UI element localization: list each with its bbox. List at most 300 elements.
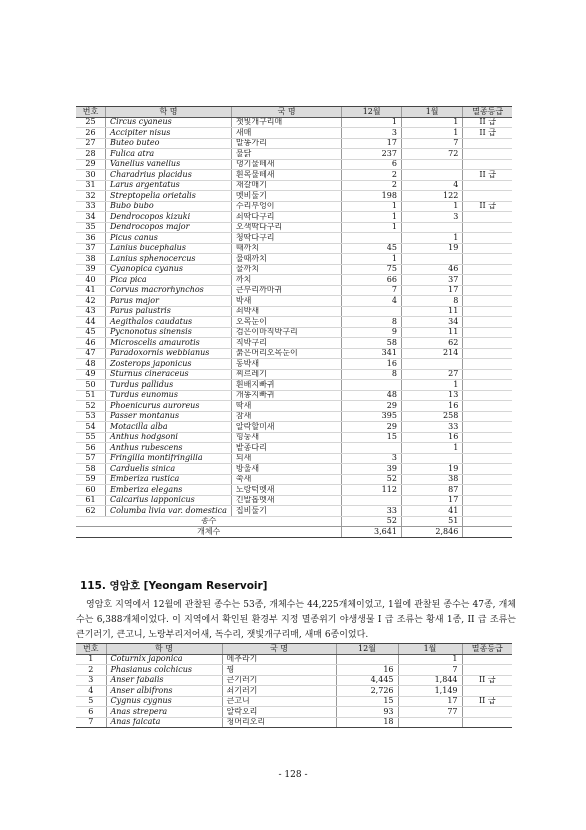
table-row [76, 654, 512, 665]
cell-january [401, 359, 462, 370]
cell-grade [463, 233, 512, 244]
cell-grade: II 급 [463, 117, 512, 128]
cell-korean-name: 큰고니 [222, 696, 336, 707]
cell-december: 52 [342, 474, 402, 485]
cell-grade [462, 686, 512, 697]
cell-number: 50 [76, 380, 106, 391]
cell-january: 1 [401, 128, 462, 139]
cell-korean-name: 청머리오리 [222, 717, 336, 728]
summary-grade [463, 516, 512, 527]
cell-grade [463, 432, 512, 443]
cell-january: 38 [401, 474, 462, 485]
cell-number: 45 [76, 327, 106, 338]
cell-january: 16 [401, 432, 462, 443]
cell-scientific-name: Picus canus [106, 233, 232, 244]
table-row [76, 275, 512, 286]
table-row [76, 170, 512, 181]
cell-grade [463, 453, 512, 464]
cell-number: 36 [76, 233, 106, 244]
cell-december [342, 495, 402, 506]
cell-december: 8 [342, 317, 402, 328]
cell-scientific-name: Turdus pallidus [106, 380, 232, 391]
cell-january: 62 [401, 338, 462, 349]
table-body [76, 654, 512, 728]
cell-grade [463, 338, 512, 349]
cell-korean-name: 쑥새 [231, 474, 341, 485]
table-row [76, 285, 512, 296]
cell-number: 3 [76, 675, 106, 686]
cell-december: 75 [342, 264, 402, 275]
cell-number: 38 [76, 254, 106, 265]
table-row [76, 138, 512, 149]
cell-scientific-name: Anas strepera [106, 707, 222, 718]
cell-january [398, 717, 462, 728]
cell-december: 395 [342, 411, 402, 422]
cell-january: 122 [401, 191, 462, 202]
table-row [76, 485, 512, 496]
cell-january: 258 [401, 411, 462, 422]
cell-december: 7 [342, 285, 402, 296]
species-table-1 [76, 106, 512, 538]
cell-korean-name: 댕기물떼새 [231, 159, 341, 170]
cell-december [342, 233, 402, 244]
cell-scientific-name: Fulica atra [106, 149, 232, 160]
table-row [76, 149, 512, 160]
cell-korean-name: 붉은머리오목눈이 [231, 348, 341, 359]
cell-grade: II 급 [462, 675, 512, 686]
table-row [76, 359, 512, 370]
cell-scientific-name: Aegithalos caudatus [106, 317, 232, 328]
table-row [76, 464, 512, 475]
cell-december: 93 [336, 707, 398, 718]
cell-scientific-name: Circus cyaneus [106, 117, 232, 128]
cell-scientific-name: Larus argentatus [106, 180, 232, 191]
column-header: 멸종등급 [462, 644, 512, 655]
table-row [76, 233, 512, 244]
cell-korean-name: 집비둘기 [231, 506, 341, 517]
cell-scientific-name: Dendrocopos major [106, 222, 232, 233]
cell-korean-name: 되새 [231, 453, 341, 464]
cell-scientific-name: Parus palustris [106, 306, 232, 317]
cell-december: 45 [342, 243, 402, 254]
cell-korean-name: 흰배지빠귀 [231, 380, 341, 391]
cell-number: 5 [76, 696, 106, 707]
cell-january: 17 [398, 696, 462, 707]
cell-january: 1 [398, 654, 462, 665]
cell-grade [463, 401, 512, 412]
cell-scientific-name: Lanius bucephalus [106, 243, 232, 254]
cell-scientific-name: Lanius sphenocercus [106, 254, 232, 265]
cell-december: 58 [342, 338, 402, 349]
cell-korean-name: 딱새 [231, 401, 341, 412]
cell-december: 9 [342, 327, 402, 338]
cell-scientific-name: Carduelis sinica [106, 464, 232, 475]
cell-korean-name: 오목눈이 [231, 317, 341, 328]
column-header: 국 명 [231, 107, 341, 118]
cell-number: 39 [76, 264, 106, 275]
cell-number: 4 [76, 686, 106, 697]
cell-korean-name: 검은이마직박구리 [231, 327, 341, 338]
cell-korean-name: 쇠기러기 [222, 686, 336, 697]
cell-grade [463, 275, 512, 286]
cell-january: 214 [401, 348, 462, 359]
cell-january: 87 [401, 485, 462, 496]
cell-scientific-name: Motacilla alba [106, 422, 232, 433]
table-body [76, 117, 512, 537]
cell-december: 237 [342, 149, 402, 160]
cell-scientific-name: Columba livia var. domestica [106, 506, 232, 517]
cell-scientific-name: Phoenicurus auroreus [106, 401, 232, 412]
cell-number: 35 [76, 222, 106, 233]
cell-number: 57 [76, 453, 106, 464]
cell-december: 15 [336, 696, 398, 707]
summary-january: 51 [401, 516, 462, 527]
cell-scientific-name: Anthus hodgsoni [106, 432, 232, 443]
table-row [76, 495, 512, 506]
table-row [76, 243, 512, 254]
summary-label: 종수 [76, 516, 342, 527]
cell-january: 77 [398, 707, 462, 718]
cell-korean-name: 새매 [231, 128, 341, 139]
cell-number: 53 [76, 411, 106, 422]
table-row [76, 696, 512, 707]
cell-december: 112 [342, 485, 402, 496]
cell-january: 1,149 [398, 686, 462, 697]
cell-scientific-name: Anser fabalis [106, 675, 222, 686]
table-row [76, 254, 512, 265]
cell-scientific-name: Cyanopica cyanus [106, 264, 232, 275]
cell-number: 27 [76, 138, 106, 149]
cell-grade [463, 485, 512, 496]
cell-korean-name: 잿빛개구리매 [231, 117, 341, 128]
cell-january: 33 [401, 422, 462, 433]
cell-grade [462, 707, 512, 718]
cell-grade [463, 296, 512, 307]
cell-grade [462, 717, 512, 728]
column-header: 멸종등급 [463, 107, 512, 118]
cell-december: 39 [342, 464, 402, 475]
cell-january: 4 [401, 180, 462, 191]
cell-scientific-name: Corvus macrorhynchos [106, 285, 232, 296]
cell-scientific-name: Turdus eunomus [106, 390, 232, 401]
cell-grade: II 급 [463, 128, 512, 139]
cell-december: 4 [342, 296, 402, 307]
cell-grade: II 급 [462, 696, 512, 707]
cell-december: 16 [336, 665, 398, 676]
cell-number: 31 [76, 180, 106, 191]
cell-grade [463, 327, 512, 338]
section-paragraph [76, 598, 516, 643]
cell-grade [463, 474, 512, 485]
cell-scientific-name: Microscelis amaurotis [106, 338, 232, 349]
summary-label: 개체수 [76, 527, 342, 538]
table-row [76, 369, 512, 380]
cell-grade: II 급 [463, 170, 512, 181]
cell-grade [463, 495, 512, 506]
cell-grade [463, 348, 512, 359]
cell-number: 41 [76, 285, 106, 296]
table-row [76, 443, 512, 454]
table-row [76, 180, 512, 191]
cell-number: 2 [76, 665, 106, 676]
cell-grade [463, 506, 512, 517]
cell-number: 55 [76, 432, 106, 443]
cell-january: 16 [401, 401, 462, 412]
cell-korean-name: 수리부엉이 [231, 201, 341, 212]
cell-korean-name: 말똥가리 [231, 138, 341, 149]
cell-scientific-name: Anthus rubescens [106, 443, 232, 454]
cell-december: 1 [342, 117, 402, 128]
table-row [76, 432, 512, 443]
cell-number: 54 [76, 422, 106, 433]
cell-december: 198 [342, 191, 402, 202]
table-row [76, 380, 512, 391]
cell-scientific-name: Dendrocopos kizuki [106, 212, 232, 223]
cell-january: 8 [401, 296, 462, 307]
cell-grade [463, 306, 512, 317]
table-row [76, 411, 512, 422]
column-header: 학 명 [106, 644, 222, 655]
cell-january: 1 [401, 233, 462, 244]
cell-grade: II 급 [463, 201, 512, 212]
section-title: 115. 영암호 [Yeongam Reservoir] [80, 580, 268, 592]
cell-scientific-name: Bubo bubo [106, 201, 232, 212]
cell-number: 47 [76, 348, 106, 359]
cell-january: 41 [401, 506, 462, 517]
summary-january: 2,846 [401, 527, 462, 538]
species-table-2 [76, 643, 512, 728]
cell-korean-name: 방울새 [231, 464, 341, 475]
cell-number: 61 [76, 495, 106, 506]
cell-grade [463, 191, 512, 202]
cell-number: 6 [76, 707, 106, 718]
cell-january: 27 [401, 369, 462, 380]
cell-korean-name: 찌르레기 [231, 369, 341, 380]
cell-scientific-name: Vanellus vanellus [106, 159, 232, 170]
cell-january [401, 170, 462, 181]
cell-scientific-name: Fringilla montifringilla [106, 453, 232, 464]
cell-scientific-name: Charadrius placidus [106, 170, 232, 181]
cell-korean-name: 물닭 [231, 149, 341, 160]
table-row [76, 422, 512, 433]
cell-december: 29 [342, 401, 402, 412]
cell-scientific-name: Anser albifrons [106, 686, 222, 697]
cell-december: 1 [342, 201, 402, 212]
cell-january: 1 [401, 201, 462, 212]
table-row [76, 296, 512, 307]
table-row [76, 222, 512, 233]
cell-korean-name: 긴발톱멧새 [231, 495, 341, 506]
cell-korean-name: 알락할미새 [231, 422, 341, 433]
table-row [76, 707, 512, 718]
cell-number: 46 [76, 338, 106, 349]
cell-january: 17 [401, 495, 462, 506]
cell-december: 18 [336, 717, 398, 728]
cell-scientific-name: Emberiza rustica [106, 474, 232, 485]
cell-korean-name: 때까치 [231, 243, 341, 254]
summary-december: 52 [342, 516, 402, 527]
cell-number: 7 [76, 717, 106, 728]
cell-number: 33 [76, 201, 106, 212]
cell-korean-name: 까치 [231, 275, 341, 286]
cell-december: 3 [342, 128, 402, 139]
cell-korean-name: 쇠딱다구리 [231, 212, 341, 223]
cell-grade [463, 443, 512, 454]
cell-january: 13 [401, 390, 462, 401]
cell-december: 16 [342, 359, 402, 370]
cell-january: 11 [401, 327, 462, 338]
cell-korean-name: 박새 [231, 296, 341, 307]
table-row [76, 686, 512, 697]
cell-number: 1 [76, 654, 106, 665]
cell-korean-name: 개똥지빠귀 [231, 390, 341, 401]
table-row [76, 191, 512, 202]
table-row [76, 317, 512, 328]
cell-number: 44 [76, 317, 106, 328]
table-row [76, 348, 512, 359]
cell-korean-name: 흰목물떼새 [231, 170, 341, 181]
column-header: 학 명 [106, 107, 232, 118]
cell-korean-name: 재갈매기 [231, 180, 341, 191]
cell-december: 48 [342, 390, 402, 401]
cell-january: 37 [401, 275, 462, 286]
cell-december: 2,726 [336, 686, 398, 697]
cell-number: 51 [76, 390, 106, 401]
cell-korean-name: 메추라기 [222, 654, 336, 665]
cell-december: 66 [342, 275, 402, 286]
cell-korean-name: 오색딱다구리 [231, 222, 341, 233]
cell-scientific-name: Pica pica [106, 275, 232, 286]
cell-scientific-name: Pycnonotus sinensis [106, 327, 232, 338]
table-row [76, 474, 512, 485]
cell-korean-name: 큰기러기 [222, 675, 336, 686]
cell-january: 34 [401, 317, 462, 328]
cell-grade [463, 243, 512, 254]
cell-number: 59 [76, 474, 106, 485]
table-row [76, 201, 512, 212]
table-row [76, 327, 512, 338]
cell-grade [463, 212, 512, 223]
table-row [76, 390, 512, 401]
cell-number: 48 [76, 359, 106, 370]
cell-korean-name: 밭종다리 [231, 443, 341, 454]
cell-january: 7 [398, 665, 462, 676]
cell-december [336, 654, 398, 665]
cell-scientific-name: Paradoxornis webbianus [106, 348, 232, 359]
cell-number: 32 [76, 191, 106, 202]
cell-korean-name: 물때까치 [231, 254, 341, 265]
cell-december: 4,445 [336, 675, 398, 686]
cell-grade [463, 411, 512, 422]
cell-scientific-name: Passer montanus [106, 411, 232, 422]
cell-korean-name: 직박구리 [231, 338, 341, 349]
cell-grade [463, 149, 512, 160]
cell-scientific-name: Coturnix japonica [106, 654, 222, 665]
summary-grade [463, 527, 512, 538]
cell-january: 11 [401, 306, 462, 317]
cell-december [342, 380, 402, 391]
cell-number: 34 [76, 212, 106, 223]
cell-december: 341 [342, 348, 402, 359]
cell-scientific-name: Cygnus cygnus [106, 696, 222, 707]
cell-korean-name: 쇠박새 [231, 306, 341, 317]
column-header: 1월 [401, 107, 462, 118]
cell-december: 8 [342, 369, 402, 380]
section-paragraph-text: 영암호 지역에서 12월에 관찰된 종수는 53종, 개체수는 44,225개체이었고, 1월에 관찰된 종수는 47종, 개체수는 6,388개체이었다. 이 지역에서 확인된 환경부 지정 멸종위기 야생생물 I 급 조류는 황새 1종, II 급 조류는 큰기러기, 큰고니, 노랑부리저어새, 독수리, 잿빛개구리매, 새매 6종이었다. [76, 600, 516, 640]
cell-number: 43 [76, 306, 106, 317]
column-header: 번호 [76, 644, 106, 655]
cell-scientific-name: Buteo buteo [106, 138, 232, 149]
cell-january: 46 [401, 264, 462, 275]
cell-number: 37 [76, 243, 106, 254]
table-row [76, 665, 512, 676]
cell-december: 1 [342, 212, 402, 223]
table-row [76, 306, 512, 317]
cell-number: 40 [76, 275, 106, 286]
cell-number: 29 [76, 159, 106, 170]
cell-january [401, 453, 462, 464]
cell-january [401, 222, 462, 233]
cell-grade [463, 222, 512, 233]
cell-december: 2 [342, 180, 402, 191]
cell-korean-name: 꿩 [222, 665, 336, 676]
cell-grade [463, 254, 512, 265]
summary-december: 3,641 [342, 527, 402, 538]
table-row [76, 717, 512, 728]
table-row [76, 128, 512, 139]
cell-korean-name: 힝둥새 [231, 432, 341, 443]
table-row [76, 675, 512, 686]
cell-number: 30 [76, 170, 106, 181]
table-row [76, 117, 512, 128]
cell-december: 33 [342, 506, 402, 517]
cell-january: 1,844 [398, 675, 462, 686]
table-row [76, 264, 512, 275]
cell-number: 60 [76, 485, 106, 496]
cell-january [401, 254, 462, 265]
summary-row [76, 527, 512, 538]
cell-january: 19 [401, 243, 462, 254]
cell-scientific-name: Anas falcata [106, 717, 222, 728]
cell-grade [463, 264, 512, 275]
table-row [76, 506, 512, 517]
cell-grade [462, 665, 512, 676]
cell-scientific-name: Accipiter nisus [106, 128, 232, 139]
cell-korean-name: 노랑턱멧새 [231, 485, 341, 496]
cell-january: 1 [401, 117, 462, 128]
table-header-row [76, 107, 512, 118]
cell-december: 17 [342, 138, 402, 149]
table-row [76, 338, 512, 349]
table-row [76, 401, 512, 412]
page-number: - 128 - [278, 770, 308, 780]
cell-january [401, 159, 462, 170]
cell-january: 17 [401, 285, 462, 296]
cell-grade [463, 317, 512, 328]
table-header-row [76, 644, 512, 655]
cell-january: 3 [401, 212, 462, 223]
cell-number: 26 [76, 128, 106, 139]
cell-scientific-name: Emberiza elegans [106, 485, 232, 496]
cell-january: 1 [401, 380, 462, 391]
cell-january: 19 [401, 464, 462, 475]
cell-number: 42 [76, 296, 106, 307]
cell-number: 49 [76, 369, 106, 380]
cell-scientific-name: Streptopelia orietalis [106, 191, 232, 202]
cell-korean-name: 청딱다구리 [231, 233, 341, 244]
cell-scientific-name: Zosterops japonicus [106, 359, 232, 370]
cell-number: 56 [76, 443, 106, 454]
